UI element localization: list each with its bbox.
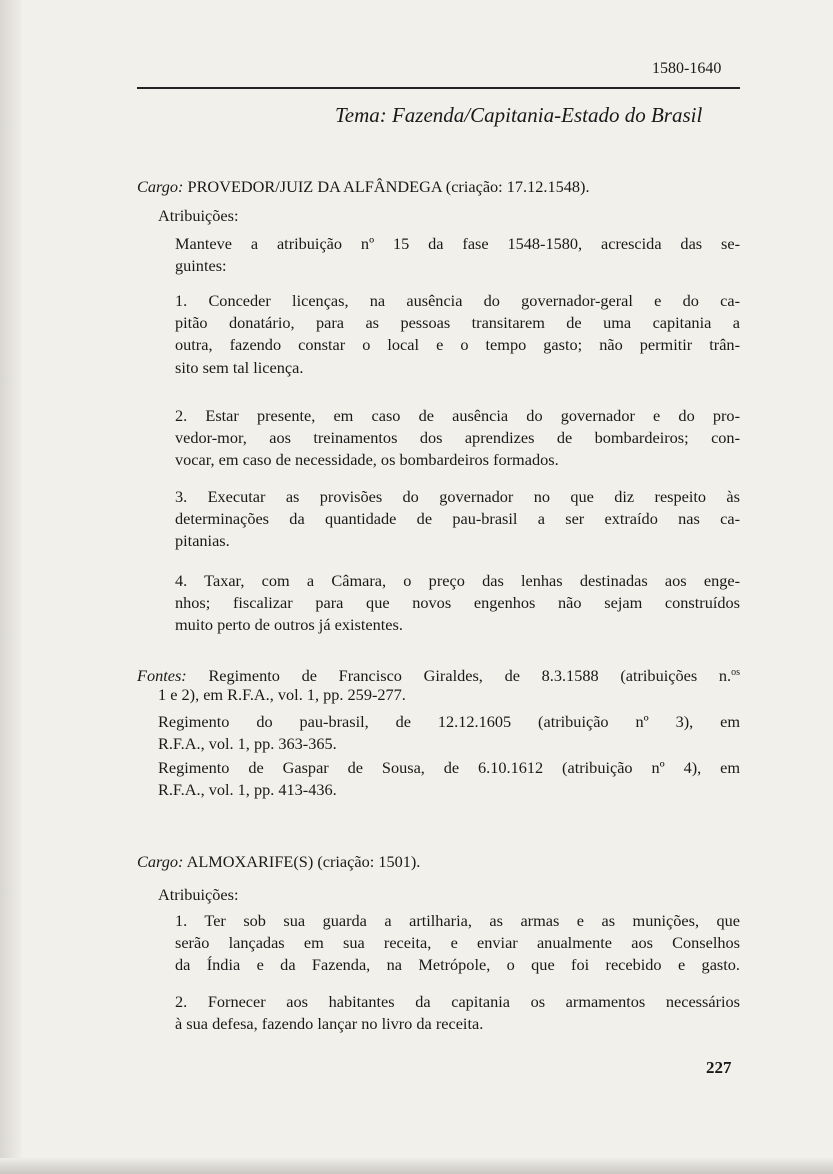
item-line: 1. Ter sob sua guarda a artilharia, as armas e as munições, que [175, 911, 740, 930]
page-edge-bottom [0, 1158, 833, 1174]
item-line: nhos; fiscalizar para que novos engenhos não sejam construídos [175, 593, 740, 613]
cargo-2-item-2-end [175, 1013, 740, 1035]
cargo-1-item-1-end [175, 357, 740, 379]
cargo-1-item-3-end [175, 530, 740, 552]
cargo-1-atribuicoes-label: Atribuições: [158, 206, 239, 225]
cargo-2-item-1 [175, 910, 740, 977]
cargo-1-text: PROVEDOR/JUIZ DA ALFÂNDEGA (criação: 17.12.1548). [187, 177, 590, 196]
cargo-1-item-4 [175, 570, 740, 614]
cargo-1-label: Cargo: [137, 177, 184, 196]
cargo-1-intro [175, 233, 740, 255]
fontes-entry-2 [158, 711, 740, 733]
cargo-1-item-2 [175, 405, 740, 449]
fontes-line: R.F.A., vol. 1, pp. 363-365. [158, 734, 337, 753]
cargo-2-label: Cargo: [137, 852, 184, 871]
fontes-label: Fontes: [137, 666, 187, 685]
fontes-text-1: Regimento de Francisco Giraldes, de 8.3.1588 (atribuições n. [208, 666, 732, 685]
fontes-entry-2-end [158, 733, 740, 755]
cargo-1-line [137, 177, 590, 197]
item-line: determinações da quantidade de pau-brasil a ser extraído nas ca- [175, 509, 740, 529]
item-line: pitão donatário, para as pessoas transitarem de uma capitania a [175, 313, 740, 333]
item-line: 3. Executar as provisões do governador no que diz respeito às [175, 487, 740, 506]
cargo-1-intro-line-2: guintes: [175, 256, 227, 275]
fontes-line: Regimento do pau-brasil, de 12.12.1605 (atribuição nº 3), em [158, 712, 740, 731]
cargo-1-item-3 [175, 486, 740, 530]
item-line: 2. Fornecer aos habitantes da capitania os armamentos necessários [175, 992, 740, 1011]
fontes-entry-3-end [158, 779, 740, 801]
fontes-superscript: os [731, 667, 740, 678]
item-line: da Índia e da Fazenda, na Metrópole, o que foi recebido e gasto. [175, 955, 740, 975]
page-edge-left [0, 0, 22, 1174]
cargo-2-atribuicoes-label: Atribuições: [158, 885, 239, 904]
item-line: outra, fazendo constar o local e o tempo gasto; não permitir trân- [175, 335, 740, 355]
fontes-line: R.F.A., vol. 1, pp. 413-436. [158, 780, 337, 799]
cargo-1-item-2-end [175, 449, 740, 471]
header-rule [137, 87, 740, 89]
fontes-line-2-wrap [158, 684, 740, 706]
item-line: muito perto de outros já existentes. [175, 615, 403, 634]
cargo-1-intro-end [175, 255, 740, 277]
fontes-entry-3 [158, 757, 740, 779]
theme-title: Tema: Fazenda/Capitania-Estado do Brasil [335, 103, 703, 127]
cargo-2-line [137, 852, 420, 872]
item-line: 1. Conceder licenças, na ausência do governador-geral e do ca- [175, 291, 740, 310]
item-line: 4. Taxar, com a Câmara, o preço das lenhas destinadas aos enge- [175, 571, 740, 590]
fontes-line: Regimento de Gaspar de Sousa, de 6.10.1612 (atribuição nº 4), em [158, 758, 740, 777]
item-line: vedor-mor, aos treinamentos dos aprendizes de bombardeiros; con- [175, 428, 740, 448]
cargo-1-item-4-end [175, 614, 740, 636]
item-line: 2. Estar presente, em caso de ausência do governador e do pro- [175, 406, 740, 425]
cargo-2-item-2 [175, 991, 740, 1013]
cargo-1-item-1 [175, 290, 740, 357]
page-number: 227 [706, 1058, 732, 1077]
cargo-2-text: ALMOXARIFE(S) (criação: 1501). [186, 852, 421, 871]
item-line: à sua defesa, fazendo lançar no livro da receita. [175, 1014, 484, 1033]
running-head: 1580-1640 [652, 60, 722, 77]
cargo-1-intro-line-1: Manteve a atribuição nº 15 da fase 1548-1580, acrescida das se- [175, 234, 740, 253]
item-line: serão lançadas em sua receita, e enviar anualmente aos Conselhos [175, 933, 740, 953]
fontes-line: 1 e 2), em R.F.A., vol. 1, pp. 259-277. [158, 685, 406, 704]
item-line: sito sem tal licença. [175, 358, 304, 377]
item-line: pitanias. [175, 531, 230, 550]
item-line: vocar, em caso de necessidade, os bombardeiros formados. [175, 450, 559, 469]
